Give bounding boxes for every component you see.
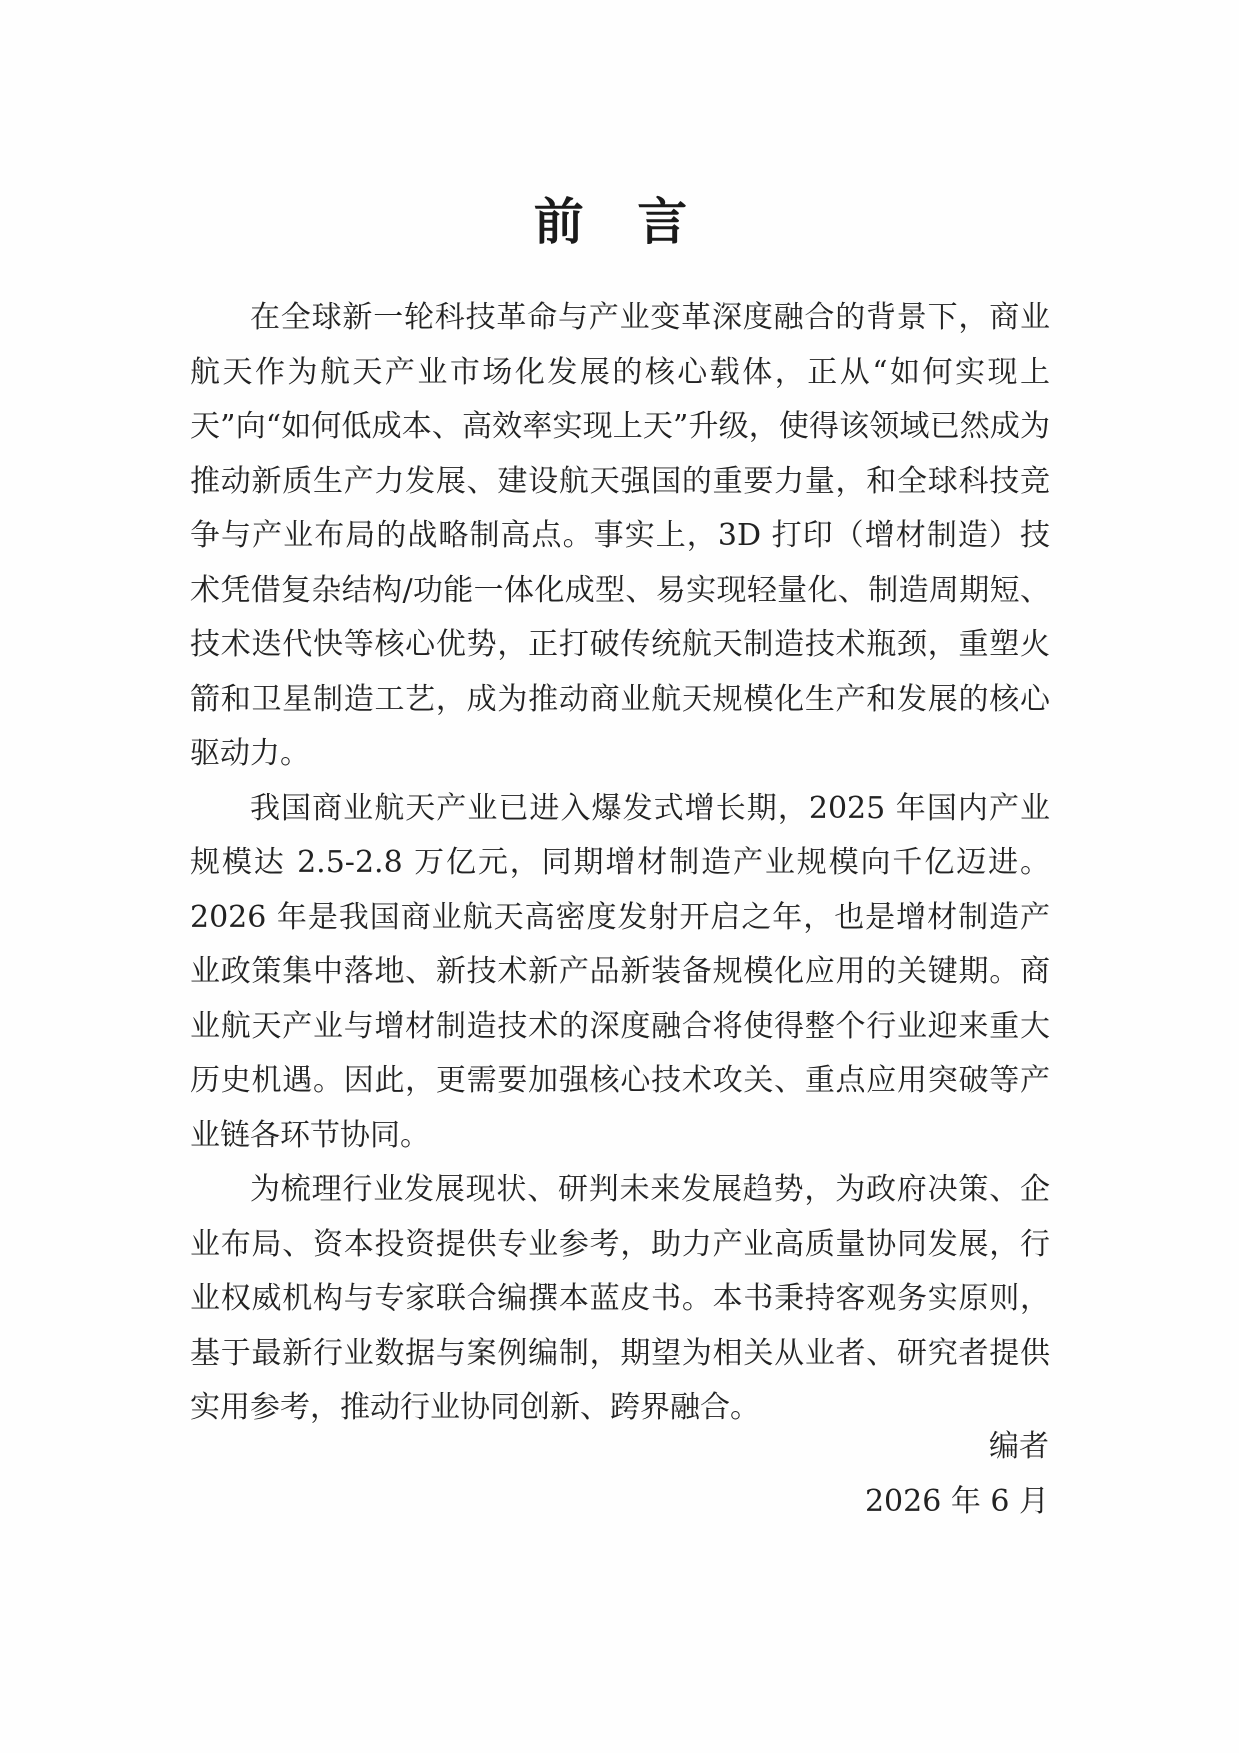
paragraph-1: 在全球新一轮科技革命与产业变革深度融合的背景下，商业航天作为航天产业市场化发展的核心载体，正从“如何实现上天”向“如何低成本、高效率实现上天”升级，使得该领域已然成为推动新质生产力发展、建设航天强国的重要力量，和全球科技竞争与产业布局的战略制高点。事实上，3D 打印（增材制造）技术凭借复杂结构/功能一体化成型、易实现轻量化、制造周期短、技术迭代快等核心优势，正打破传统航天制造技术瓶颈，重塑火箭和卫星制造工艺，成为推动商业航天规模化生产和发展的核心驱动力。 xyxy=(190,300,1050,771)
signature-date: 2026 年 6 月 xyxy=(864,1484,1049,1519)
preface-body xyxy=(190,291,1050,1436)
paragraph-2: 我国商业航天产业已进入爆发式增长期，2025 年国内产业规模达 2.5-2.8 万亿元，同期增材制造产业规模向千亿迈进。2026 年是我国商业航天高密度发射开启之年，也是增材制造产业政策集中落地、新技术新产品新装备规模化应用的关键期。商业航天产业与增材制造技术的深度融合将使得整个行业迎来重大历史机遇。因此，更需要加强核心技术攻关、重点应用突破等产业链各环节协同。 xyxy=(190,790,1050,1153)
signature-author: 编者 xyxy=(989,1429,1049,1464)
page-title: 前 言 xyxy=(533,193,706,251)
paragraph-3: 为梳理行业发展现状、研判未来发展趋势，为政府决策、企业布局、资本投资提供专业参考，助力产业高质量协同发展，行业权威机构与专家联合编撰本蓝皮书。本书秉持客观务实原则，基于最新行业数据与案例编制，期望为相关从业者、研究者提供实用参考，推动行业协同创新、跨界融合。 xyxy=(190,1172,1050,1425)
